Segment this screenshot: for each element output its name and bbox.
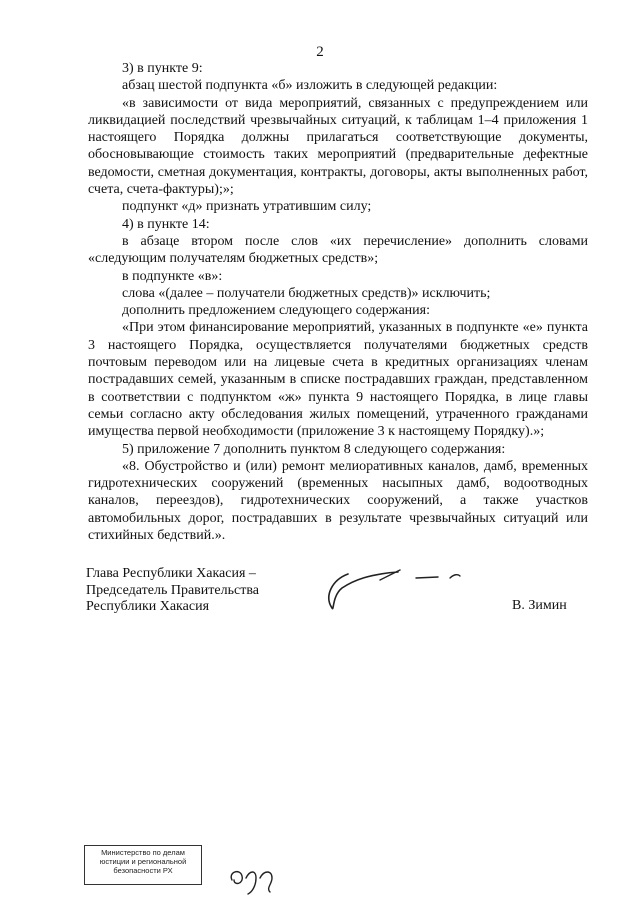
stamp-line: Министерство по делам (101, 848, 185, 857)
paragraph: слова «(далее – получатели бюджетных средств)» исключить; (122, 285, 491, 301)
signatory-title-line: Глава Республики Хакасия – (86, 566, 256, 581)
paragraph: в абзаце втором после слов «их перечисление» дополнить словами «следующим получателям бюджетных средств»; (88, 233, 588, 267)
document-body (88, 60, 588, 544)
paragraph: абзац шестой подпункта «б» изложить в следующей редакции: (122, 78, 498, 94)
paragraph: 4) в пункте 14: (122, 216, 210, 232)
paragraph: дополнить предложением следующего содержания: (122, 303, 430, 319)
paragraph: подпункт «д» признать утратившим силу; (122, 199, 372, 215)
page-number: 2 (316, 44, 324, 60)
stamp-line: безопасности РХ (113, 866, 173, 875)
signatory-title (86, 566, 259, 616)
paragraph: «в зависимости от вида мероприятий, связанных с предупреждением или ликвидацией последствий чрезвычайных ситуаций, к таблицам 1–4 приложения 1 настоящего Порядка должны прилагаться соответствующие документы, обосновывающие стоимость таких мероприятий (предварительные дефектные ведомости, сметная документация, контракты, договоры, акты выполненных работ, счета, счета-фактуры);»; (88, 95, 588, 198)
signatory-name: В. Зимин (512, 598, 567, 613)
signatory-title-line: Республики Хакасия (86, 599, 210, 614)
signatory-title-line: Председатель Правительства (86, 582, 259, 598)
paragraph: 3) в пункте 9: (122, 61, 203, 76)
paragraph: 5) приложение 7 дополнить пунктом 8 следующего содержания: (122, 441, 506, 457)
paragraph: «8. Обустройство и (или) ремонт мелиоративных каналов, дамб, временных гидротехнических сооружений (временных насыпных дамб, водоотводных каналов, переездов), гидротехнических сооружений, а также участков автомобильных дорог, пострадавших в результате чрезвычайных ситуаций или стихийных бедствий.». (88, 458, 588, 544)
registration-stamp (84, 845, 202, 885)
handwritten-initials (226, 862, 286, 896)
paragraph: «При этом финансирование мероприятий, указанных в подпункте «е» пункта 3 настоящего Порядка, осуществляется получателями бюджетных средств почтовым переводом или на лицевые счета в кредитных организациях членам пострадавших семей, указанным в списке пострадавших граждан, представленном в соответствии с подпунктом «ж» пункта 9 настоящего Порядка, в лице главы семьи согласно акту обследования жилых помещений, утраченного гражданами имущества первой необходимости (приложение 3 к настоящему Порядку).»; (88, 320, 588, 440)
handwritten-signature (318, 566, 468, 616)
paragraph: в подпункте «в»: (122, 268, 223, 284)
stamp-line: юстиции и региональной (99, 857, 187, 866)
